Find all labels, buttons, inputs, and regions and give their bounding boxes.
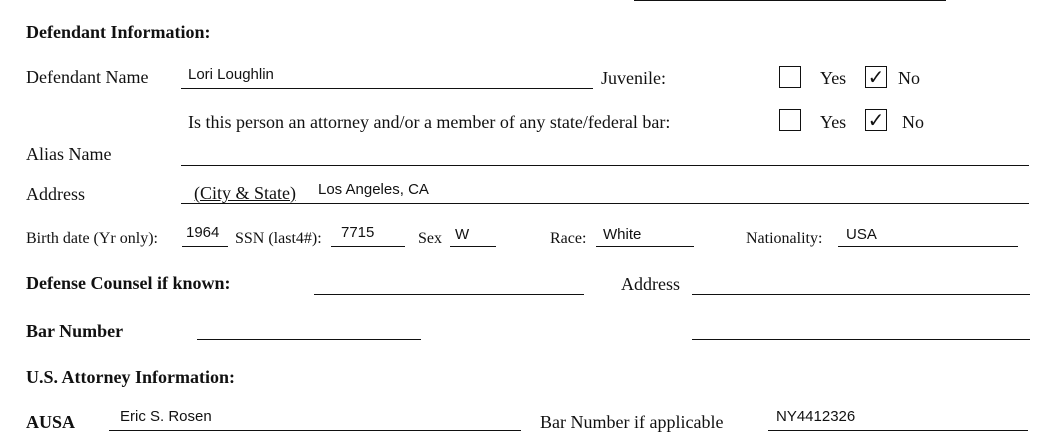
defendant-name-label: Defendant Name — [26, 67, 149, 87]
ssn-label: SSN (last4#): — [235, 230, 322, 247]
attorney-no-checkbox[interactable]: ✓ — [865, 109, 887, 131]
ausa-value[interactable]: Eric S. Rosen — [120, 408, 212, 425]
address-line — [181, 203, 1029, 204]
bar-number-label: Bar Number — [26, 321, 124, 341]
sex-value[interactable]: W — [455, 226, 470, 243]
address-value[interactable]: Los Angeles, CA — [318, 181, 429, 198]
juvenile-yes-checkbox[interactable] — [779, 66, 801, 88]
birth-date-line — [182, 246, 228, 247]
ausa-line — [109, 430, 521, 431]
alias-name-line — [181, 165, 1029, 166]
defendant-name-line — [181, 88, 593, 89]
race-line — [596, 246, 694, 247]
sex-line — [450, 246, 496, 247]
defense-address-label: Address — [621, 274, 680, 294]
race-label: Race: — [550, 230, 587, 247]
nationality-line — [838, 246, 1018, 247]
attorney-yes-checkbox[interactable] — [779, 109, 801, 131]
defendant-name-value[interactable]: Lori Loughlin — [188, 66, 274, 83]
top-rule — [634, 0, 946, 1]
defense-address-line-2 — [692, 339, 1030, 340]
birth-date-value[interactable]: 1964 — [186, 224, 220, 241]
defense-address-line — [692, 294, 1030, 295]
bar-number-line — [197, 339, 421, 340]
ausa-bar-line — [768, 430, 1028, 431]
section-defendant-title: Defendant Information: — [26, 22, 211, 42]
defense-counsel-line — [314, 294, 584, 295]
juvenile-no-checkbox[interactable]: ✓ — [865, 66, 887, 88]
ssn-value[interactable]: 7715 — [341, 224, 375, 241]
alias-name-label: Alias Name — [26, 144, 112, 164]
nationality-value[interactable]: USA — [846, 226, 877, 243]
address-hint: (City & State) — [194, 183, 296, 203]
race-value[interactable]: White — [603, 226, 642, 243]
attorney-question-label: Is this person an attorney and/or a member of any state/federal bar: — [188, 112, 671, 132]
address-label: Address — [26, 184, 85, 204]
nationality-label: Nationality: — [746, 230, 823, 247]
section-usa-title: U.S. Attorney Information: — [26, 367, 235, 387]
birth-date-label: Birth date (Yr only): — [26, 230, 158, 247]
ausa-bar-label: Bar Number if applicable — [540, 412, 724, 432]
defense-counsel-label: Defense Counsel if known: — [26, 273, 231, 293]
juvenile-yes-label: Yes — [820, 68, 847, 88]
attorney-no-label: No — [902, 112, 924, 132]
sex-label: Sex — [418, 230, 442, 247]
ausa-bar-value[interactable]: NY4412326 — [776, 408, 856, 425]
ssn-line — [331, 246, 405, 247]
juvenile-no-label: No — [898, 68, 920, 88]
attorney-yes-label: Yes — [820, 112, 847, 132]
ausa-label: AUSA — [26, 412, 76, 432]
juvenile-label: Juvenile: — [601, 68, 666, 88]
